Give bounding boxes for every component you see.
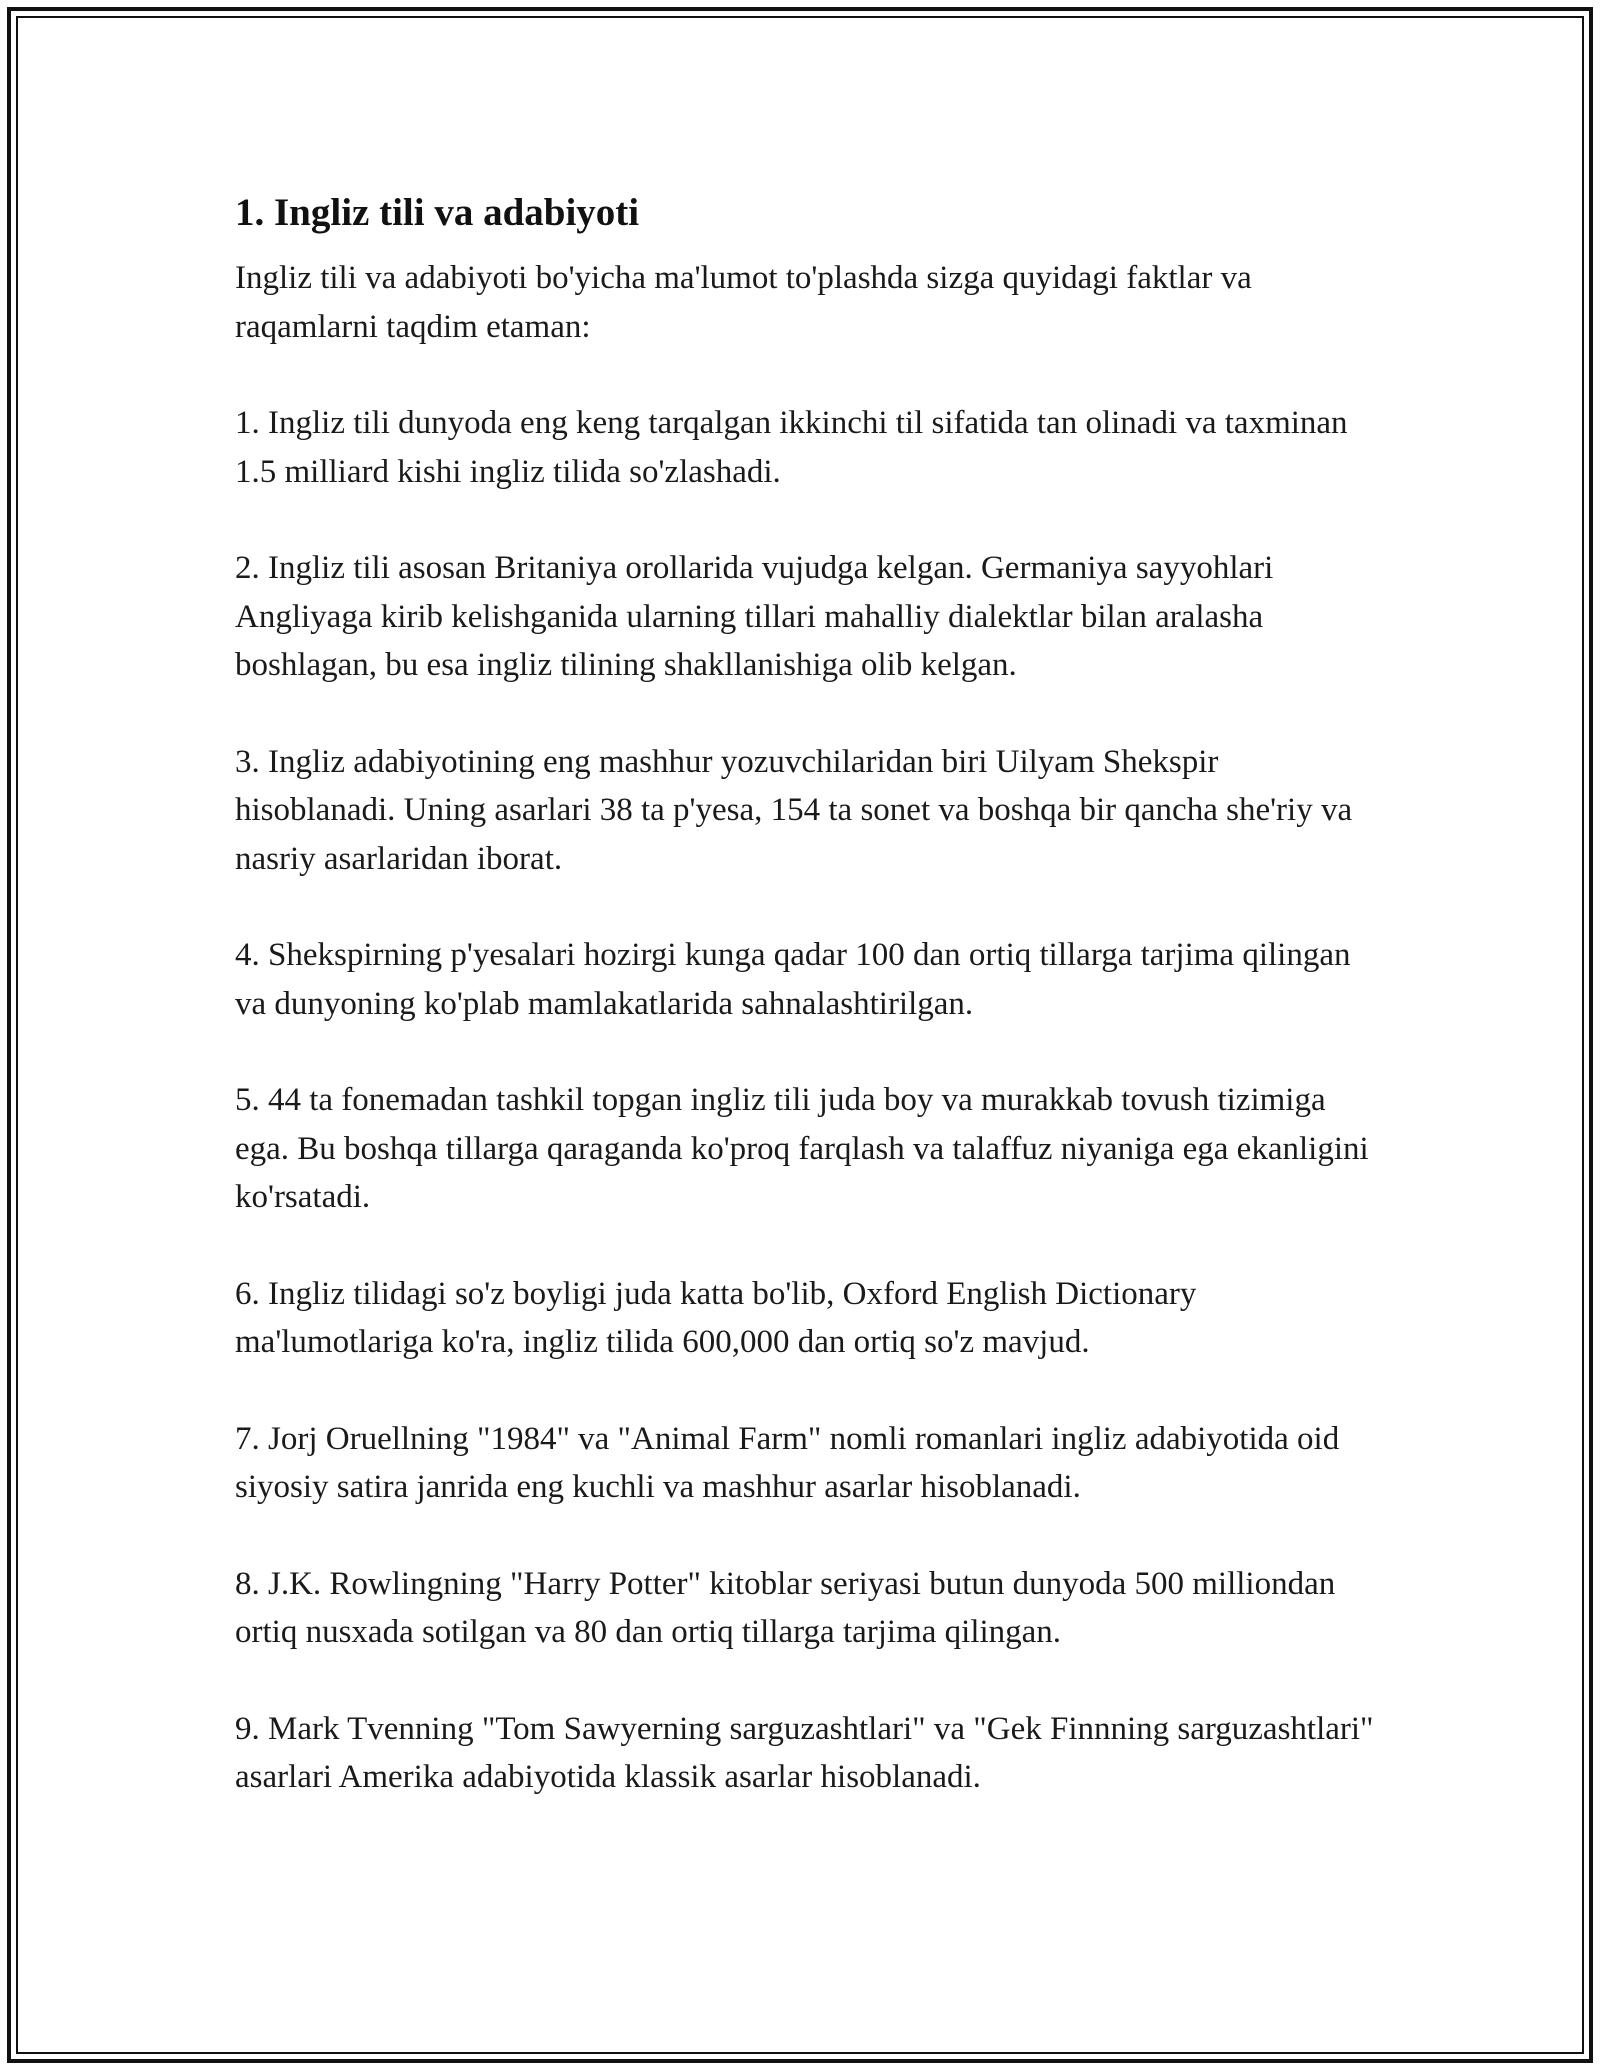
list-item-6: 6. Ingliz tilidagi so'z boyligi juda katta bo'lib, Oxford English Dictionary ma'lumotlariga ko'ra, ingliz tilida 600,000 dan ortiq so'z mavjud. [235, 1275, 1197, 1360]
list-item-8: 8. J.K. Rowlingning "Harry Potter" kitoblar seriyasi butun dunyoda 500 milliondan ortiq nusxada sotilgan va 80 dan ortiq tillarga tarjima qilingan. [235, 1565, 1336, 1650]
document-body [235, 186, 1375, 1850]
list-item-3: 3. Ingliz adabiyotining eng mashhur yozuvchilaridan biri Uilyam Shekspir hisoblanadi. Uning asarlari 38 ta p'yesa, 154 ta sonet va boshqa bir qancha she'riy va nasriy asarlaridan iborat. [235, 743, 1353, 877]
list-item-2: 2. Ingliz tili asosan Britaniya orollarida vujudga kelgan. Germaniya sayyohlari Angliyaga kirib kelishganida ularning tillari mahalliy dialektlar bilan aralasha boshlagan, bu esa ingliz tilining shakllanishiga olib kelgan. [235, 550, 1274, 683]
list-item-9: 9. Mark Tvenning "Tom Sawyerning sarguzashtlari" va "Gek Finnning sarguzashtlari" asarlari Amerika adabiyotida klassik asarlar hisoblanadi. [235, 1710, 1374, 1795]
list-item-4: 4. Shekspirning p'yesalari hozirgi kunga qadar 100 dan ortiq tillarga tarjima qilingan va dunyoning ko'plab mamlakatlarida sahnalashtirilgan. [235, 937, 1351, 1022]
intro-paragraph: Ingliz tili va adabiyoti bo'yicha ma'lumot to'plashda sizga quyidagi faktlar va raqamlarni taqdim etaman: [235, 260, 1252, 345]
list-item-1: 1. Ingliz tili dunyoda eng keng tarqalgan ikkinchi til sifatida tan olinadi va taxminan 1.5 milliard kishi ingliz tilida so'zlashadi. [235, 405, 1348, 490]
list-item-7: 7. Jorj Oruellning "1984" va "Animal Farm" nomli romanlari ingliz adabiyotida oid siyosiy satira janrida eng kuchli va mashhur asarlar hisoblanadi. [235, 1420, 1340, 1505]
document-title: 1. Ingliz tili va adabiyoti [235, 191, 640, 234]
list-item-5: 5. 44 ta fonemadan tashkil topgan ingliz tili juda boy va murakkab tovush tizimiga ega. Bu boshqa tillarga qaraganda ko'proq farqlash va talaffuz niyaniga ega ekanligini ko'rsatadi. [235, 1082, 1369, 1215]
